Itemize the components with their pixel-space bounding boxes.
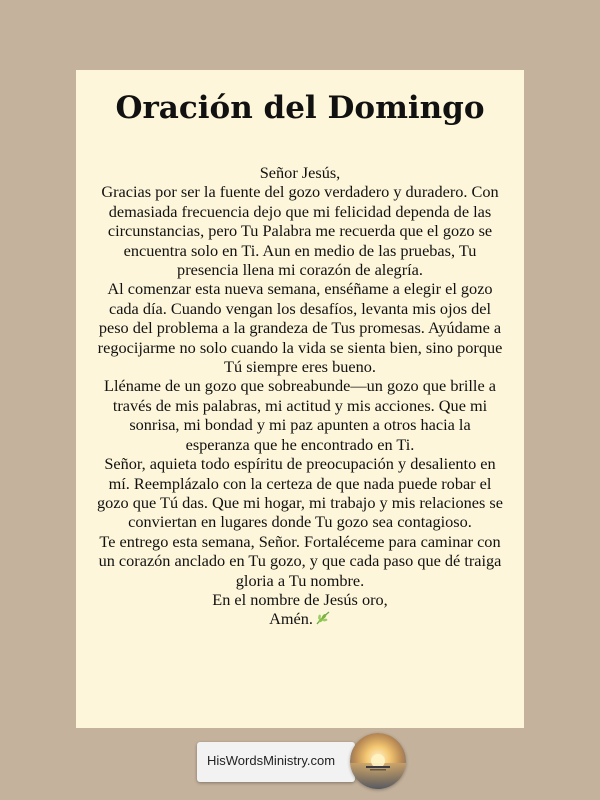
prayer-paragraph-3: Lléname de un gozo que sobreabunde—un gozo que brille a través de mis palabras, mi actitud y mis acciones. Que mi sonrisa, mi bondad y mi paz apunten a otros hacia la esperanza que he encontrado en Ti.	[104, 376, 496, 454]
prayer-salutation: Señor Jesús,	[259, 163, 341, 182]
prayer-paragraph-1: Gracias por ser la fuente del gozo verdadero y duradero. Con demasiada frecuencia dejo que mi felicidad dependa de las circunstancias, pero Tu Palabra me recuerda que el gozo se encuentra solo en Ti. Aun en medio de las pruebas, Tu presencia llena mi corazón de alegría.	[101, 182, 499, 280]
prayer-amen: Amén.	[269, 609, 313, 629]
page-title: Oración del Domingo	[115, 90, 485, 126]
footer-site-badge[interactable]	[197, 742, 355, 782]
prayer-paragraph-2: Al comenzar esta nueva semana, enséñame a elegir el gozo cada día. Cuando vengan los desafíos, levanta mis ojos del peso del problema a la grandeza de Tus promesas. Ayúdame a regocijarme no solo cuando la vida se sienta bien, sino porque Tú siempre eres bueno.	[97, 279, 503, 377]
leaf-icon	[315, 610, 331, 630]
prayer-closing: En el nombre de Jesús oro,	[212, 589, 388, 609]
footer-site-link[interactable]: HisWordsMinistry.com	[207, 753, 336, 768]
prayer-paragraph-4: Señor, aquieta todo espíritu de preocupación y desaliento en mí. Reemplázalo con la certeza de que nada puede robar el gozo que Tú das. Que mi hogar, mi trabajo y mis relaciones se conviertan en lugares donde Tu gozo sea contagioso.	[97, 454, 503, 532]
prayer-paragraph-5: Te entrego esta semana, Señor. Fortaléceme para caminar con un corazón anclado en Tu gozo, y que cada paso que dé traiga gloria a Tu nombre.	[98, 531, 502, 590]
prayer-body	[96, 163, 504, 631]
sunrise-logo-icon	[350, 733, 406, 789]
prayer-amen-line	[96, 609, 504, 630]
